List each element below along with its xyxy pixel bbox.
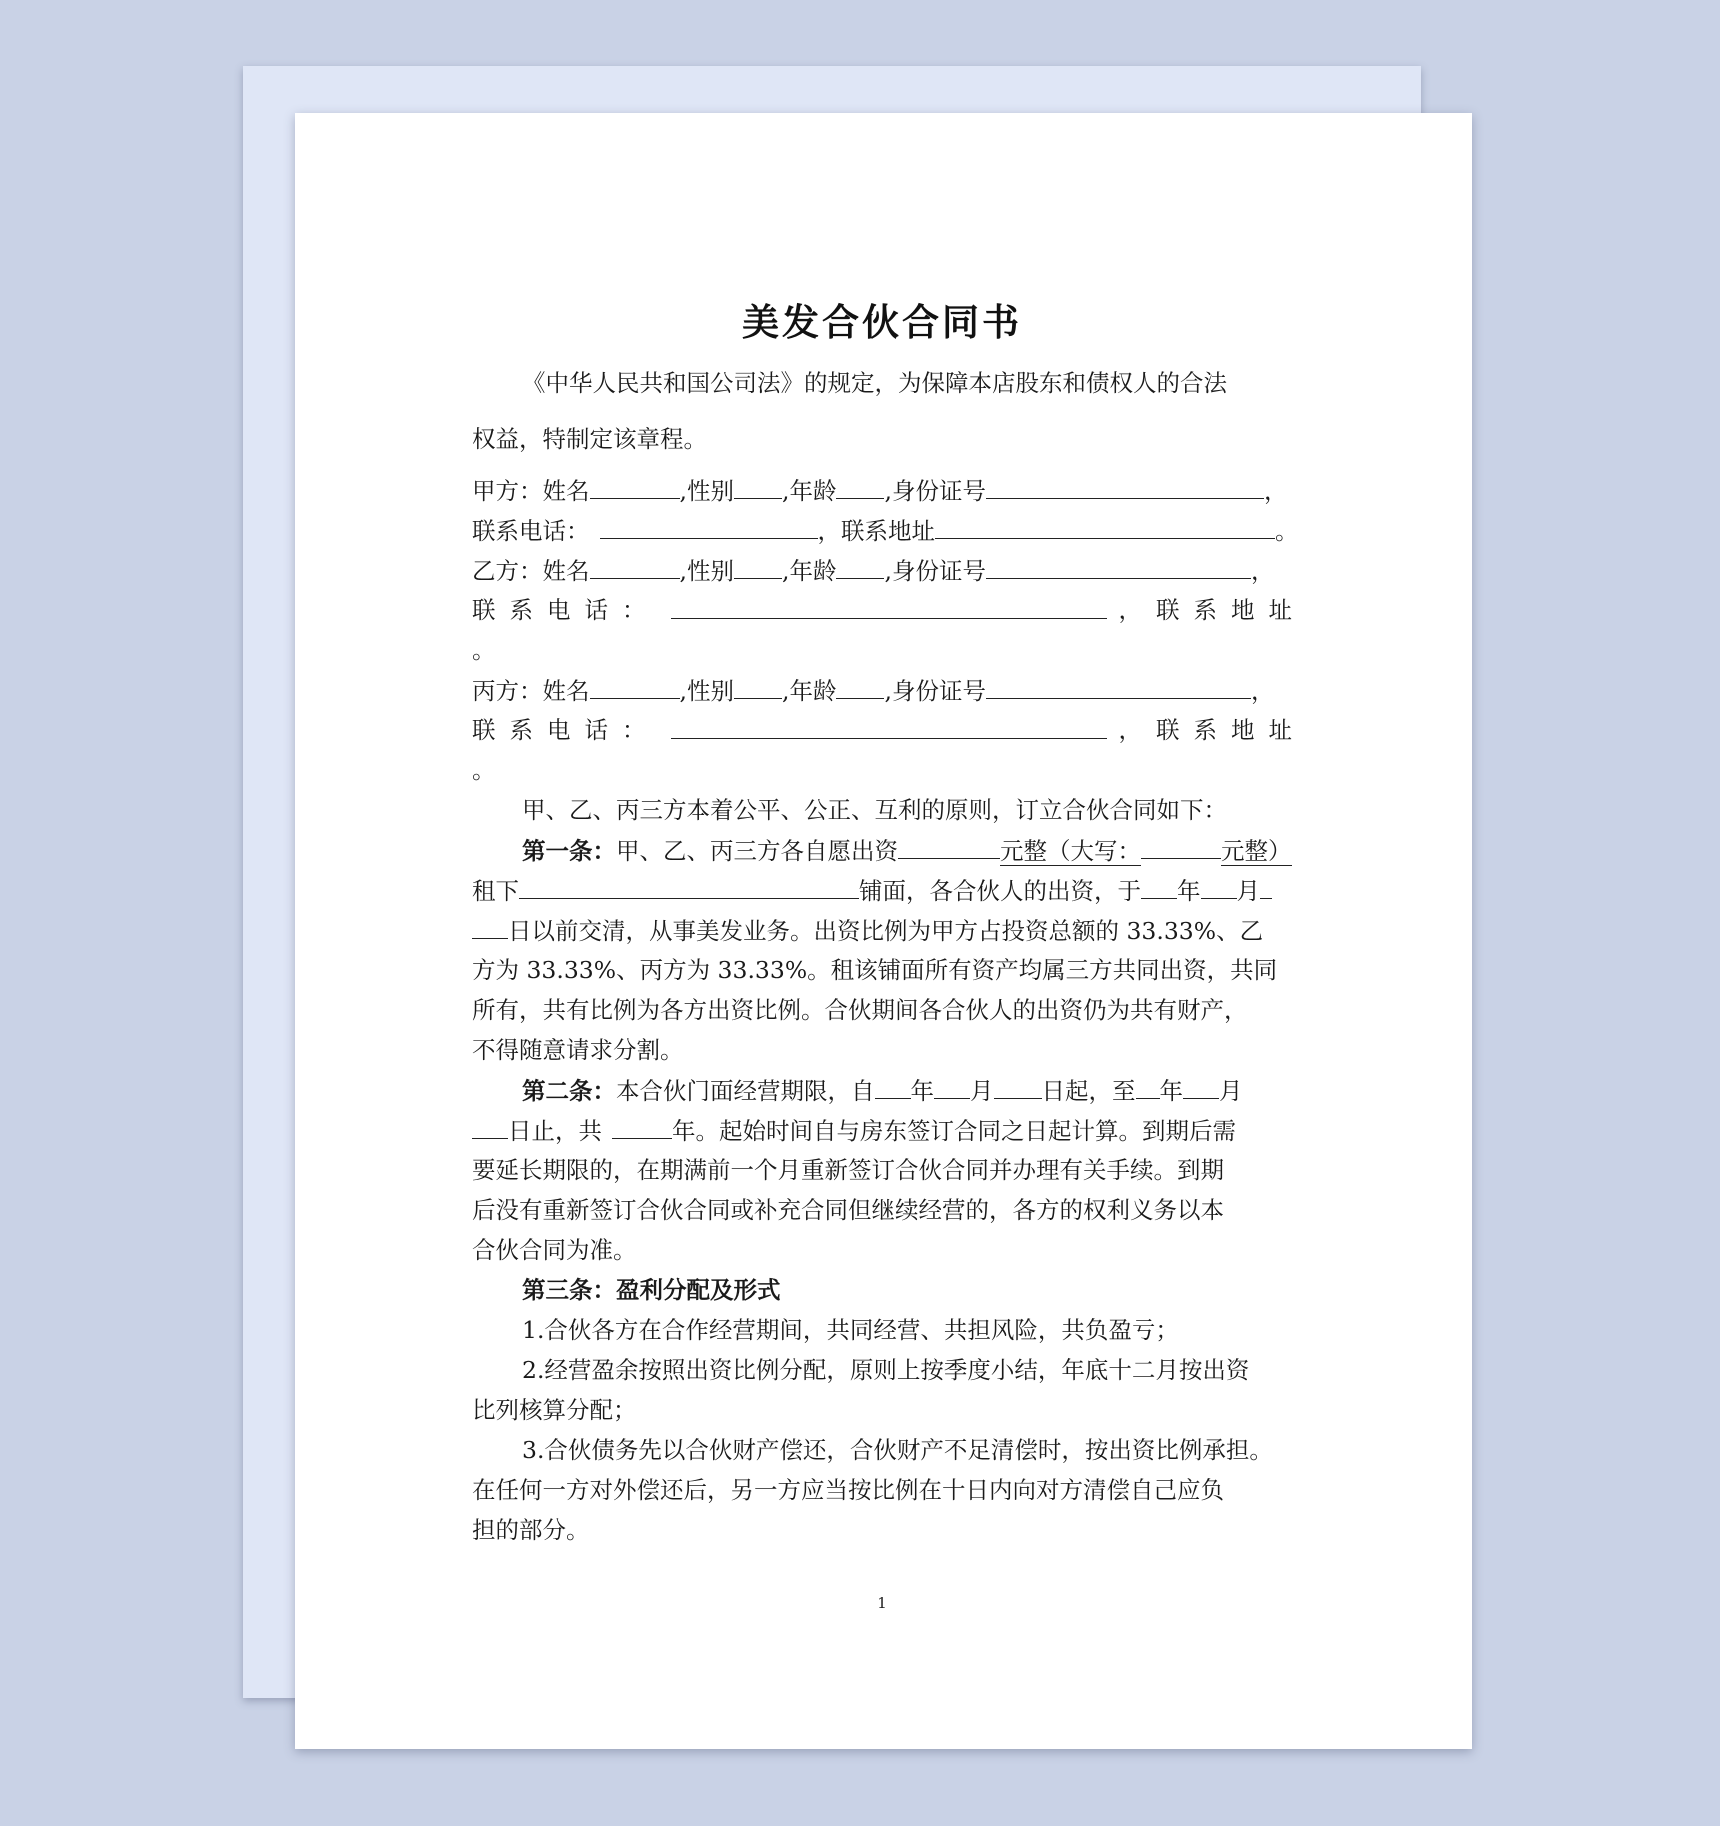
party-a-age-label: ,年龄	[781, 477, 837, 505]
party-c-phone-label: 联系电话：	[472, 716, 660, 744]
party-c-end: ，	[1250, 677, 1275, 705]
article1-capital-blank[interactable]	[1141, 830, 1221, 859]
party-b-contact-line	[472, 590, 1306, 630]
article1-unit: 元整（大写：	[1000, 837, 1141, 865]
party-a-id-blank[interactable]	[986, 470, 1264, 499]
party-b-contact-end: 。	[472, 636, 496, 664]
article1-line-3	[472, 910, 1263, 951]
party-a-line	[472, 470, 1287, 511]
article2-start-year-blank[interactable]	[875, 1070, 911, 1099]
party-c-address-label: ，联系地址	[1118, 716, 1306, 744]
party-b-phone-blank[interactable]	[671, 590, 1107, 619]
article2-years-blank[interactable]	[612, 1110, 672, 1139]
article3-item-3-line-2: 在任何一方对外偿还后，另一方应当按比例在十日内向对方清偿自己应负	[472, 1476, 1224, 1504]
article1-line-5: 所有，共有比例为各方出资比例。合伙期间各合伙人的出资仍为共有财产，	[472, 996, 1248, 1024]
article2-end-day-blank[interactable]	[472, 1110, 508, 1139]
party-c-age-blank[interactable]	[836, 670, 884, 699]
article1-text-2: 铺面，各合伙人的出资，于	[859, 877, 1141, 905]
article1-amount-blank[interactable]	[898, 830, 1000, 859]
party-b-gender-label: ,性别	[679, 557, 734, 585]
article3-heading: 第三条：盈利分配及形式	[522, 1276, 781, 1304]
article2-end-month-blank[interactable]	[1183, 1070, 1219, 1099]
article1-year-label: 年	[1177, 877, 1201, 905]
article2-text-2: 年。起始时间自与房东签订合同之日起计算。到期后需	[672, 1117, 1236, 1145]
page-number: 1	[877, 1594, 887, 1612]
party-c-gender-blank[interactable]	[734, 670, 782, 699]
party-c-id-label: ,身份证号	[884, 677, 986, 705]
document-title: 美发合伙合同书	[742, 301, 1022, 344]
party-a-name-blank[interactable]	[590, 470, 680, 499]
party-b-end: ，	[1250, 557, 1275, 585]
article2-end-month-label: 月	[1219, 1077, 1243, 1105]
party-c-name-blank[interactable]	[590, 670, 680, 699]
party-a-contact-line	[472, 510, 1299, 551]
party-b-name-label: 乙方：姓名	[472, 557, 590, 585]
article2-end-year-label: 年	[1159, 1077, 1183, 1105]
party-c-line	[472, 670, 1274, 711]
preamble-line-2: 权益，特制定该章程。	[472, 425, 707, 453]
article2-line-3: 要延长期限的，在期满前一个月重新签订合伙合同并办理有关手续。到期	[472, 1156, 1224, 1184]
party-c-contact-end: 。	[472, 756, 496, 784]
article2-line-2	[472, 1110, 1236, 1151]
article1-line-6: 不得随意请求分割。	[472, 1036, 684, 1064]
party-b-address-label: ，联系地址	[1118, 596, 1306, 624]
party-b-id-blank[interactable]	[986, 550, 1251, 579]
article2-end-year-blank[interactable]	[1136, 1070, 1160, 1099]
article2-day-from: 日起，至	[1041, 1077, 1136, 1105]
party-c-phone-blank[interactable]	[671, 710, 1107, 739]
party-a-gender-label: ,性别	[679, 477, 734, 505]
article1-unit-end: 元整）	[1221, 837, 1292, 865]
article2-line-5: 合伙合同为准。	[472, 1236, 637, 1264]
article3-item-3-line-1: 3.合伙债务先以合伙财产偿还，合伙财产不足清偿时，按出资比例承担。	[522, 1436, 1273, 1464]
article1-heading: 第一条：	[522, 837, 616, 865]
party-b-age-label: ,年龄	[781, 557, 837, 585]
article1-month-label: 月	[1236, 877, 1260, 905]
article1-text-3: 日以前交清，从事美发业务。出资比例为甲方占投资总额的 33.33%、乙	[508, 917, 1264, 945]
article1-month-blank[interactable]	[1201, 870, 1237, 899]
party-a-name-label: 甲方：姓名	[472, 477, 590, 505]
article1-year-blank[interactable]	[1141, 870, 1177, 899]
article1-shop-blank[interactable]	[519, 870, 859, 899]
article1-day-blank-a[interactable]	[1260, 870, 1272, 899]
party-a-end: ，	[1263, 477, 1288, 505]
party-a-age-blank[interactable]	[836, 470, 884, 499]
article2-start-month-blank[interactable]	[934, 1070, 970, 1099]
party-a-phone-blank[interactable]	[600, 510, 818, 539]
party-a-contact-end: 。	[1275, 517, 1299, 545]
party-b-phone-label: 联系电话：	[472, 596, 660, 624]
party-c-id-blank[interactable]	[986, 670, 1251, 699]
intro-paragraph: 甲、乙、丙三方本着公平、公正、互利的原则，订立合伙合同如下：	[522, 796, 1227, 824]
article2-stop-label: 日止，共	[508, 1117, 602, 1145]
party-c-name-label: 丙方：姓名	[472, 677, 590, 705]
article2-line-1	[522, 1070, 1243, 1111]
preamble-line-1: 《中华人民共和国公司法》的规定，为保障本店股东和债权人的合法	[522, 369, 1227, 397]
article1-line-1	[522, 830, 1292, 871]
party-c-gender-label: ,性别	[679, 677, 734, 705]
party-c-contact-line	[472, 710, 1306, 750]
article3-item-2-line-1: 2.经营盈余按照出资比例分配，原则上按季度小结，年底十二月按出资	[522, 1356, 1250, 1384]
party-b-id-label: ,身份证号	[884, 557, 986, 585]
party-b-name-blank[interactable]	[590, 550, 680, 579]
article2-start-day-blank[interactable]	[994, 1070, 1042, 1099]
article1-line-4: 方为 33.33%、丙方为 33.33%。租该铺面所有资产均属三方共同出资，共同	[472, 956, 1278, 984]
party-a-id-label: ,身份证号	[884, 477, 986, 505]
article3-item-2-line-2: 比列核算分配；	[472, 1396, 637, 1424]
article2-heading: 第二条：	[522, 1077, 616, 1105]
party-b-age-blank[interactable]	[836, 550, 884, 579]
article2-start-month-label: 月	[970, 1077, 994, 1105]
article2-start-year-label: 年	[910, 1077, 934, 1105]
article1-rent-label: 租下	[472, 877, 519, 905]
party-a-phone-label: 联系电话：	[472, 517, 590, 545]
article1-day-blank-b[interactable]	[472, 910, 508, 939]
party-b-line	[472, 550, 1274, 591]
party-c-age-label: ,年龄	[781, 677, 837, 705]
party-b-gender-blank[interactable]	[734, 550, 782, 579]
article1-line-2	[472, 870, 1272, 911]
article3-item-3-line-3: 担的部分。	[472, 1516, 590, 1544]
party-a-address-label: ，联系地址	[817, 517, 935, 545]
article3-item-1: 1.合伙各方在合作经营期间，共同经营、共担风险，共负盈亏；	[522, 1316, 1179, 1344]
article2-text-1: 本合伙门面经营期限，自	[616, 1077, 875, 1105]
article2-line-4: 后没有重新签订合伙合同或补充合同但继续经营的，各方的权利义务以本	[472, 1196, 1224, 1224]
document-page	[295, 113, 1472, 1749]
article1-text-1: 甲、乙、丙三方各自愿出资	[616, 837, 898, 865]
party-a-gender-blank[interactable]	[734, 470, 782, 499]
party-a-address-blank[interactable]	[935, 510, 1275, 539]
